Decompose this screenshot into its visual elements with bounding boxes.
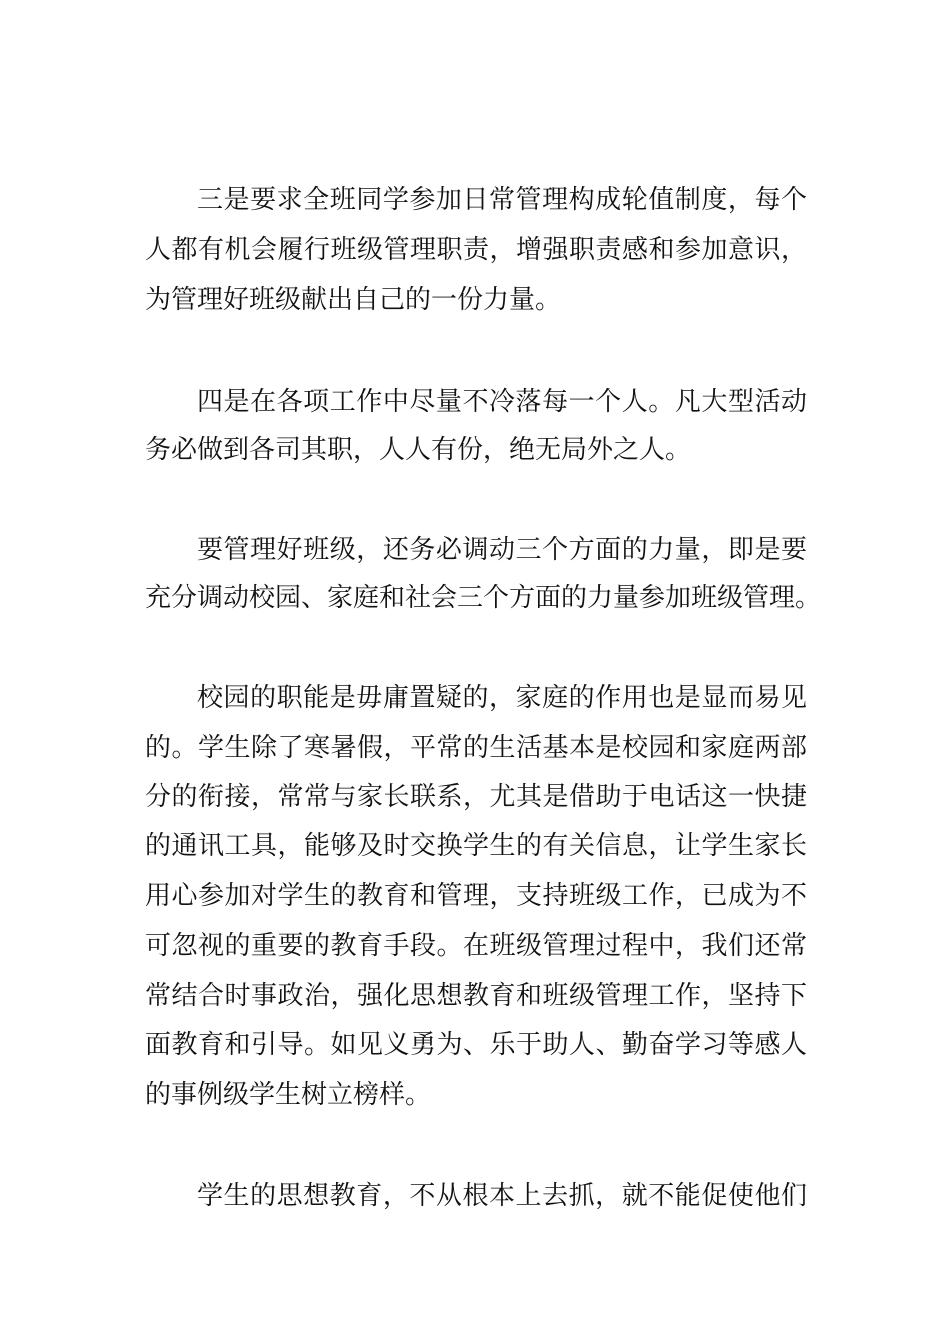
paragraph-line: 为管理好班级献出自己的一份力量。	[145, 285, 562, 315]
paragraph-line: 面教育和引导。如见义勇为、乐于助人、勤奋学习等感人	[145, 1030, 807, 1060]
paragraph-line: 充分调动校园、家庭和社会三个方面的力量参加班级管理。	[145, 583, 822, 613]
paragraph-line: 四是在各项工作中尽量不冷落每一个人。凡大型活动	[197, 387, 807, 417]
paragraph-line: 务必做到各司其职，人人有份，绝无局外之人。	[145, 435, 692, 465]
paragraph-line: 可忽视的重要的教育手段。在班级管理过程中，我们还常	[145, 931, 807, 961]
paragraph-line: 人都有机会履行班级管理职责，增强职责感和参加意识，	[145, 235, 807, 265]
paragraph-line: 校园的职能是毋庸置疑的，家庭的作用也是显而易见	[197, 683, 807, 713]
paragraph-line: 的事例级学生树立榜样。	[145, 1080, 432, 1110]
paragraph-line: 用心参加对学生的教育和管理，支持班级工作，已成为不	[145, 881, 807, 911]
paragraph-line: 的通讯工具，能够及时交换学生的有关信息，让学生家长	[145, 831, 807, 861]
paragraph-line: 三是要求全班同学参加日常管理构成轮值制度，每个	[197, 185, 807, 215]
paragraph-line: 的。学生除了寒暑假，平常的生活基本是校园和家庭两部	[145, 733, 807, 763]
paragraph-line: 分的衔接，常常与家长联系，尤其是借助于电话这一快捷	[145, 782, 807, 812]
paragraph-line: 要管理好班级，还务必调动三个方面的力量，即是要	[197, 535, 807, 565]
paragraph-line: 常结合时事政治，强化思想教育和班级管理工作，坚持下	[145, 981, 807, 1011]
paragraph-line: 学生的思想教育，不从根本上去抓，就不能促使他们	[197, 1181, 807, 1211]
